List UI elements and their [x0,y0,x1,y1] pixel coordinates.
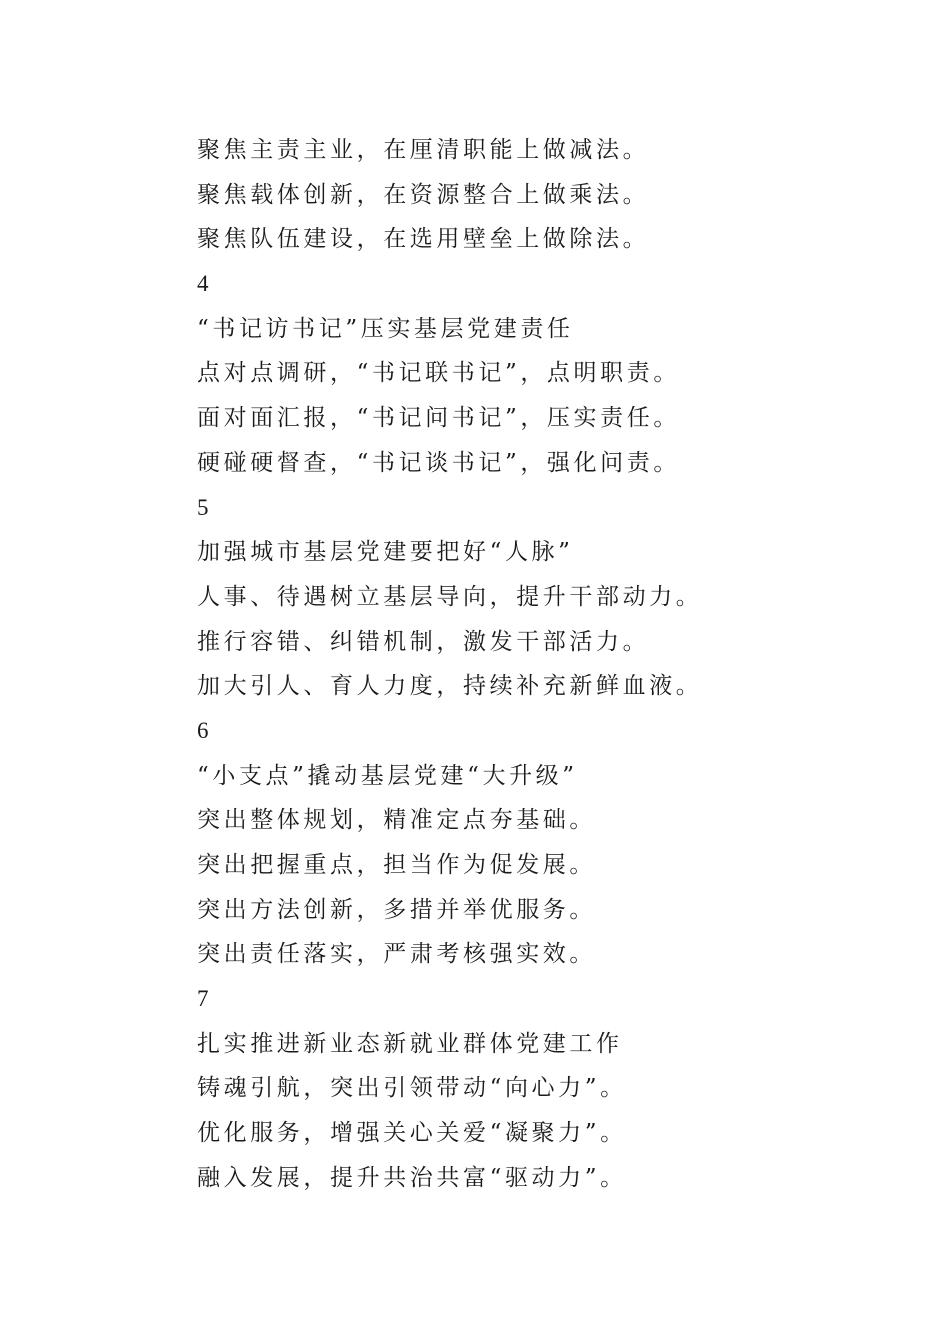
document-body [197,128,897,1201]
body-line: 优化服务，增强关心关爱“凝聚力”。 [197,1120,627,1147]
body-line: 推行容错、纠错机制，激发干部活力。 [197,628,650,655]
body-line: 突出把握重点，担当作为促发展。 [197,852,596,878]
body-line: 突出方法创新，多措并举优服务。 [197,896,596,923]
section-number: 7 [197,986,209,1012]
section-heading: “书记访书记”压实基层党建责任 [197,315,574,342]
body-line: 铸魂引航，突出引领带动“向心力”。 [197,1075,627,1102]
body-line: 聚焦主责主业，在厘清职能上做减法。 [197,137,650,163]
section-heading: 扎实推进新业态新就业群体党建工作 [197,1030,623,1057]
section-number: 6 [197,717,209,743]
section-number: 4 [197,271,209,297]
section-heading: 加强城市基层党建要把好“人脉” [197,539,574,566]
body-line: 聚焦载体创新，在资源整合上做乘法。 [197,181,650,208]
section-heading: “小支点”撬动基层党建“大升级” [197,762,578,789]
body-line: 面对面汇报，“书记问书记”，压实责任。 [197,405,680,432]
body-line: 点对点调研，“书记联书记”，点明职责。 [197,360,680,387]
section-number: 5 [197,494,209,520]
body-line: 突出责任落实，严肃考核强实效。 [197,941,596,968]
body-line: 人事、待遇树立基层导向，提升干部动力。 [197,583,703,610]
body-line: 突出整体规划，精准定点夯基础。 [197,807,596,834]
body-line: 加大引人、育人力度，持续补充新鲜血液。 [197,673,703,700]
body-line: 聚焦队伍建设，在选用壁垒上做除法。 [197,226,650,253]
body-line: 硬碰硬督查，“书记谈书记”，强化问责。 [197,449,680,476]
body-line: 融入发展，提升共治共富“驱动力”。 [197,1164,627,1191]
